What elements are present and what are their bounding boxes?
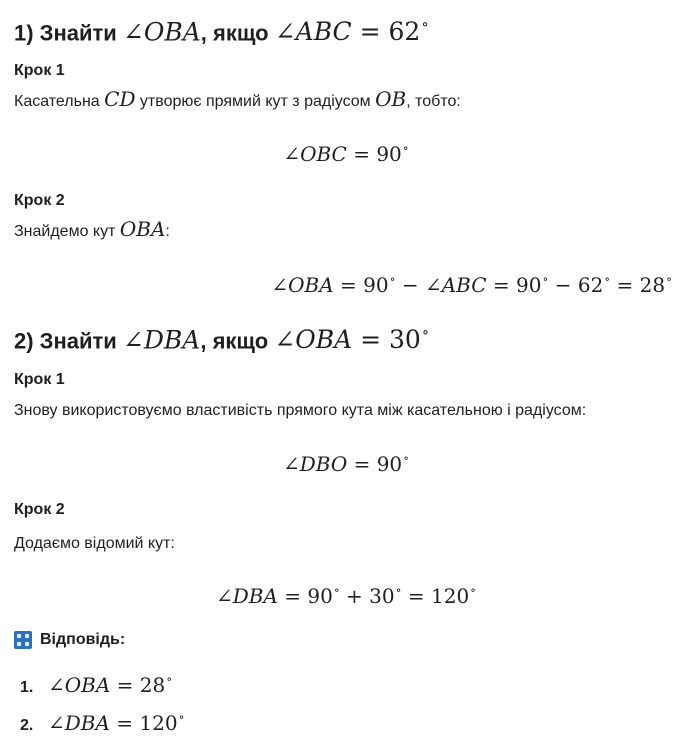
- answer-item-formula: ∠OBA = 28∘: [48, 672, 173, 697]
- answer-item-formula: ∠DBA = 120∘: [48, 710, 185, 735]
- part1-step1-text: Касательна CD утворює прямий кут з радіусом OB, тобто:: [14, 87, 461, 111]
- answer-heading: [14, 630, 125, 650]
- part2-step1-label: Крок 1: [14, 371, 65, 388]
- part1-title-condition: ∠ABC = 62∘: [274, 15, 429, 47]
- var-ob: OB: [375, 87, 407, 111]
- answer-item-2: [20, 710, 185, 735]
- part2-step1-formula: ∠DBO = 90∘: [282, 451, 410, 476]
- var-oba: OBA: [119, 217, 166, 241]
- part2-title-angle: ∠DBA: [122, 325, 201, 355]
- answer-item-number: 2.: [20, 717, 34, 734]
- part1-title: [14, 10, 429, 47]
- grid-icon: [14, 631, 32, 649]
- part1-step1-formula: ∠OBC = 90∘: [283, 141, 409, 166]
- part1-title-angle: ∠OBA: [122, 17, 201, 47]
- part2-title-prefix: 2) Знайти: [14, 328, 123, 354]
- answer-title: Відповідь:: [40, 631, 126, 648]
- part1-step2-formula: ∠OBA = 90∘ − ∠ABC = 90∘ − 62∘ = 28∘: [271, 272, 672, 297]
- part2-step2-text: Додаємо відомий кут:: [14, 535, 175, 552]
- part2-title: [14, 318, 429, 355]
- part2-step2-label: Крок 2: [14, 501, 65, 518]
- var-cd: CD: [104, 87, 136, 111]
- part2-title-condition: ∠OBA = 30∘: [274, 323, 430, 355]
- answer-item-1: [20, 672, 172, 697]
- answer-item-number: 1.: [20, 679, 34, 696]
- part1-step1-label: Крок 1: [14, 62, 65, 79]
- part1-title-prefix: 1) Знайти: [14, 20, 123, 46]
- part1-title-mid: , якщо: [200, 20, 275, 46]
- part1-step2-label: Крок 2: [14, 192, 65, 209]
- part2-step1-text: Знову використовуємо властивість прямого кута між касательною і радіусом:: [14, 402, 587, 419]
- part2-title-mid: , якщо: [200, 328, 275, 354]
- part1-step2-text: Знайдемо кут OBA:: [14, 217, 170, 241]
- part2-step2-formula: ∠DBA = 90∘ + 30∘ = 120∘: [215, 583, 477, 608]
